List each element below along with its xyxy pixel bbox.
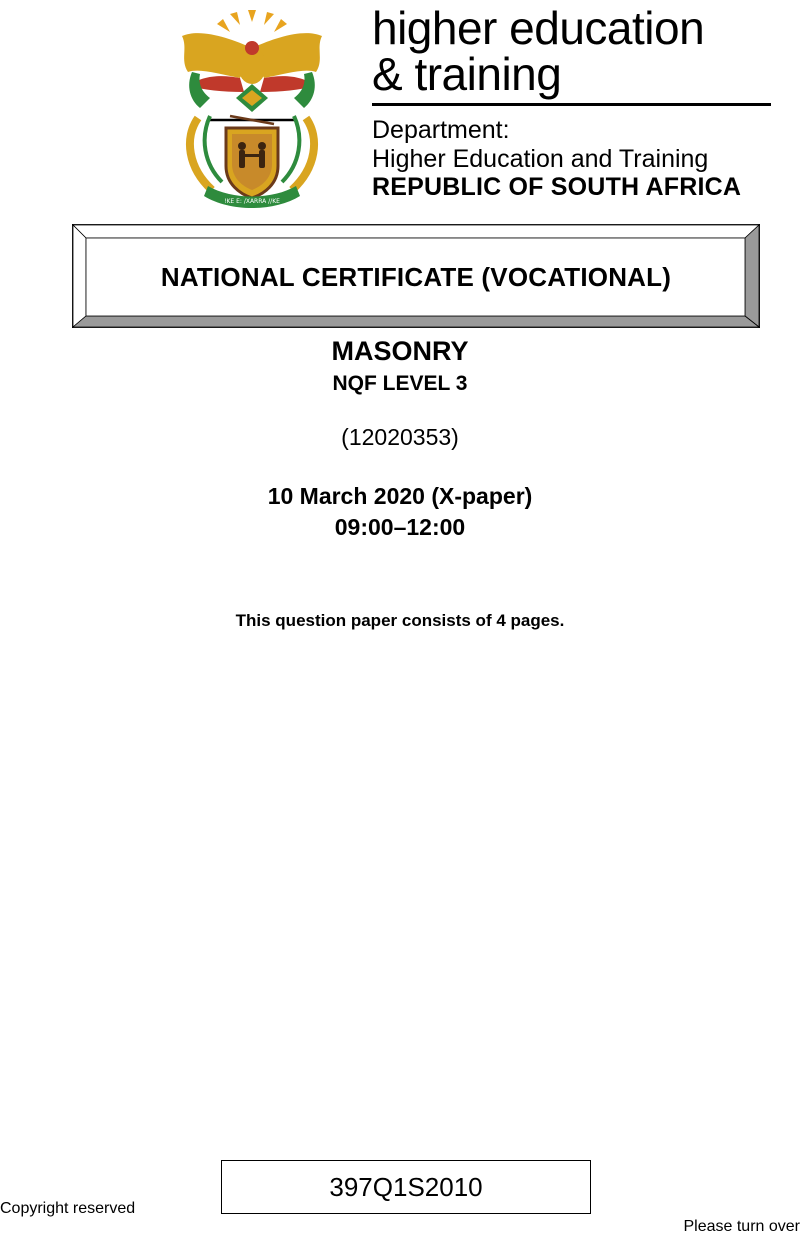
subject-name: MASONRY bbox=[331, 336, 469, 366]
turn-over-note: Please turn over bbox=[683, 1218, 800, 1235]
subject-code: (12020353) bbox=[341, 424, 459, 450]
exam-time: 09:00–12:00 bbox=[334, 514, 466, 540]
department-label: Department: bbox=[372, 116, 510, 144]
copyright-notice: Copyright reserved bbox=[0, 1200, 136, 1217]
country-name: REPUBLIC OF SOUTH AFRICA bbox=[372, 173, 742, 201]
nqf-level: NQF LEVEL 3 bbox=[332, 372, 468, 395]
coat-of-arms-motto: !KE E: /XARRA //KE bbox=[224, 198, 280, 205]
paper-code-box bbox=[221, 1160, 591, 1214]
pages-note: This question paper consists of 4 pages. bbox=[235, 611, 565, 630]
header-divider bbox=[372, 103, 771, 106]
brand-line-2: & training bbox=[372, 48, 562, 100]
department-name: Higher Education and Training bbox=[372, 145, 709, 173]
paper-code: 397Q1S2010 bbox=[329, 1171, 483, 1202]
brand-line-1: higher education bbox=[372, 2, 705, 54]
certificate-title: NATIONAL CERTIFICATE (VOCATIONAL) bbox=[160, 261, 672, 292]
exam-date: 10 March 2020 (X-paper) bbox=[267, 483, 533, 509]
coat-of-arms-icon bbox=[170, 8, 335, 218]
